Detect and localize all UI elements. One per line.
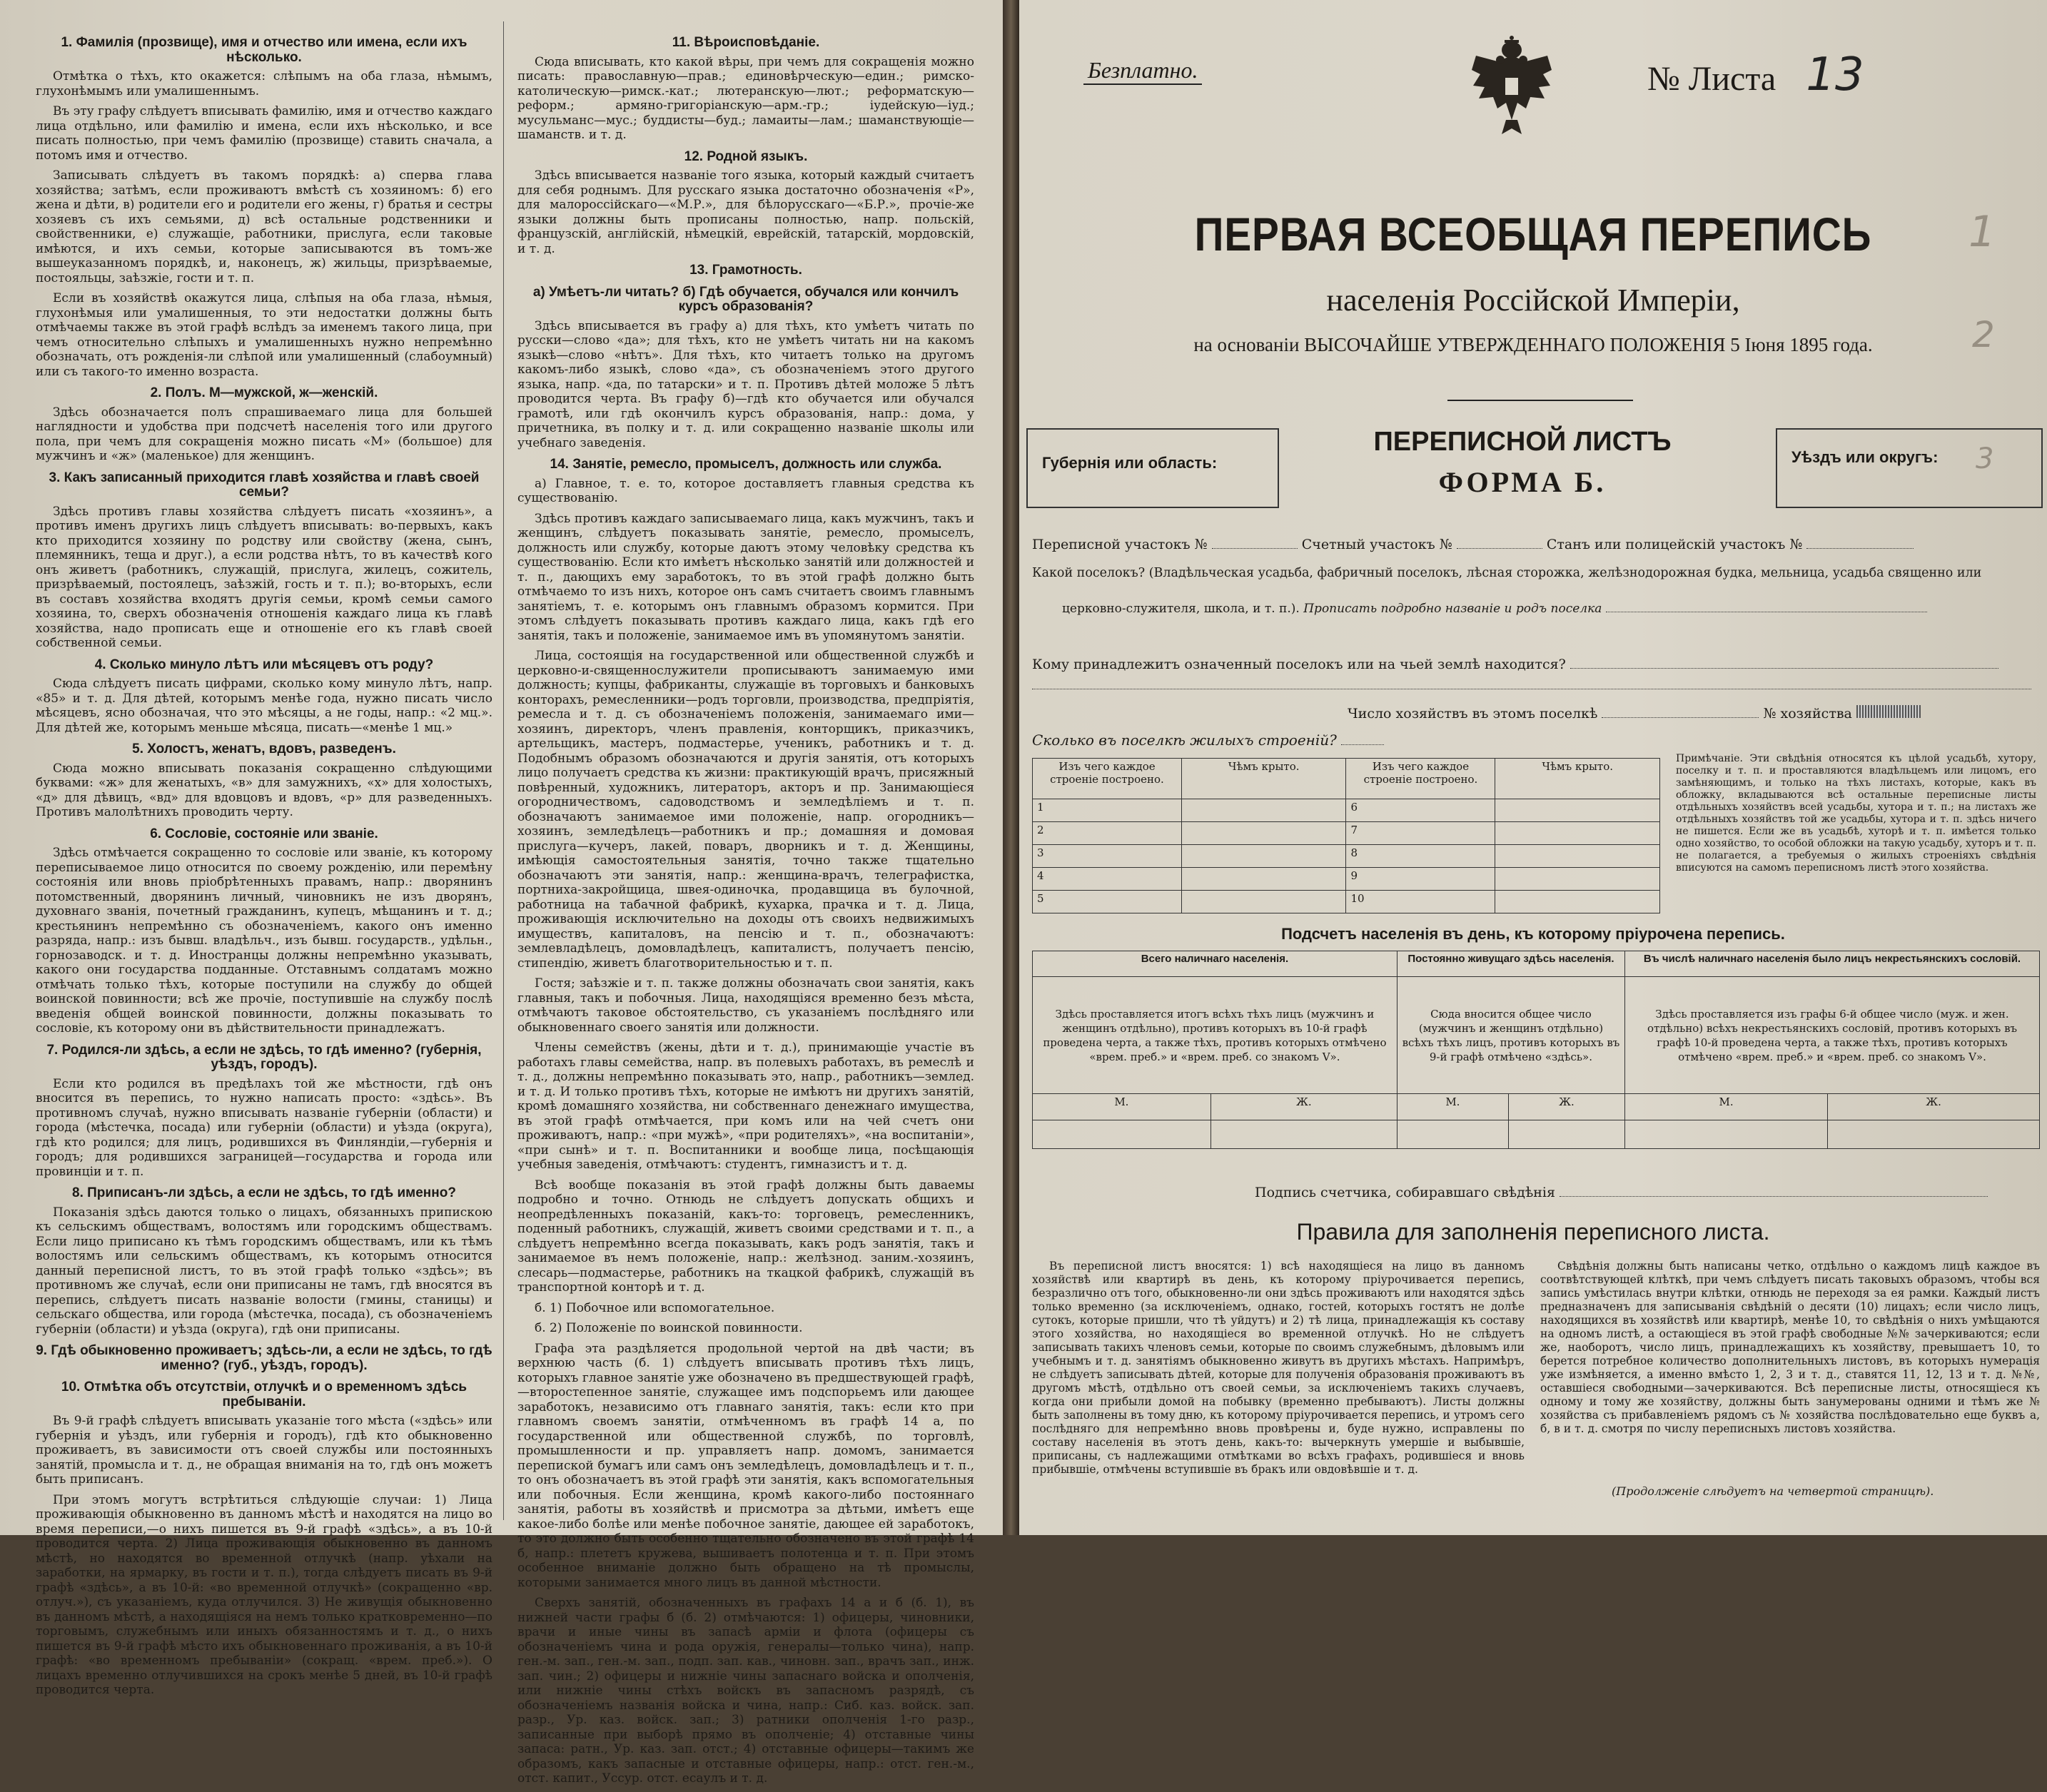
count-column-header: Всего наличнаго населенія. [1033,951,1397,977]
settlement-name-line [1062,602,2047,616]
district-label: Уѣздъ или округъ: [1791,448,1939,466]
households-count-label: Число хозяйствъ въ этомъ поселкѣ [1348,706,1598,722]
rules-title: Правила для заполненія переписного листа. [1296,1219,1770,1245]
count-entry-cell[interactable] [1033,1120,1211,1148]
count-entry-cell[interactable] [1397,1120,1508,1148]
section-heading: 9. Гдѣ обыкновенно проживаетъ; здѣсь-ли, а если не здѣсь, то гдѣ именно? (губ., уѣздъ, городъ). [36,1343,492,1373]
male-column-label: М. [1033,1094,1211,1120]
buildings-row [1033,845,1660,868]
count-title: Подсчетъ населенія въ день, къ которому пріурочена перепись. [1281,925,1785,943]
instructions-column-1 [36,29,492,1704]
section-paragraph: Отмѣтка о тѣхъ, кто окажется: слѣпымъ на оба глаза, нѣмымъ, глухонѣмымъ или умалишеннымъ. [36,69,492,98]
signature-label: Подпись счетчика, собиравшаго свѣдѣнія [1255,1185,1555,1200]
section-paragraph: Графа эта раздѣляется продольной чертой на двѣ части; въ верхнюю часть (б. 1) слѣдуетъ вписывать противъ тѣхъ лицъ, которыхъ главное занятіе уже обозначено въ предшествующей графѣ,—второстепенное занятіе, служащее имъ подспорьемъ или дающее заработокъ, независимо отъ главнаго занятія, такъ: если кто при главномъ своемъ занятіи, отмѣченномъ въ графѣ 14 а, по государственной или общественной службѣ, по торговлѣ, промышленности и пр. управляетъ напр. домомъ, занимается перепиской бумагъ или самъ онъ земледѣлецъ, домовладѣлецъ и т. п., то онъ обозначаетъ въ этой графѣ эти занятія, какъ вспомогательныя или побочныя. Если женщина, кромѣ какого-либо постояннаго занятія, работы въ хозяйствѣ и присмотра за дѣтьми, имѣетъ еще какое-либо болѣе или менѣе побочное занятіе, дающее ей заработокъ, то это должно быть особенно тщательно обозначено въ этой графѣ 14 б, напр.: плететъ кружева, вышиваетъ полотенца и т. п. При этомъ особенное вниманіе должно быть обращено на тѣ промыслы, которыми занимается много лицъ въ данной мѣстности. [517,1341,974,1590]
count-column-instructions: Сюда вносится общее число (мужчинъ и женщинъ отдѣльно) всѣхъ тѣхъ лицъ, противъ которыхъ въ 9-й графѣ отмѣчено «здѣсь». [1397,977,1624,1094]
count-entry-cell[interactable] [1508,1120,1624,1148]
sheet-number [1647,49,1864,101]
households-line [1348,705,2047,722]
section-heading: 6. Сословіе, состояніе или званіе. [150,826,378,841]
section-heading: 4. Сколько минуло лѣтъ или мѣсяцевъ отъ роду? [94,657,434,672]
section-heading: 5. Холостъ, женатъ, вдовъ, разведенъ. [132,741,396,756]
building-number: 2 [1033,822,1182,845]
section-heading: 3. Какъ записанный приходится главѣ хозяйства и главѣ своей семьи? [49,470,480,500]
section-heading: 12. Родной языкъ. [684,148,808,164]
buildings-count-field[interactable] [1341,734,1384,745]
section-heading: 2. Полъ. М—мужской, ж—женскій. [150,385,378,400]
continued-note: (Продолженіе слѣдуетъ на четвертой страницѣ). [1612,1484,1934,1498]
count-entry-cell[interactable] [1210,1120,1397,1148]
section-paragraph: Въ 9-й графѣ слѣдуетъ вписывать указаніе того мѣста («здѣсь» или губернія и уѣздъ, или губернія и городъ), гдѣ кто обыкновенно проживаетъ, въ зависимости отъ своей службы или постоянныхъ занятій, промысла и т. д., не обращая вниманія на то, гдѣ онъ можетъ быть приписанъ. [36,1414,492,1487]
female-column-label: Ж. [1210,1094,1397,1120]
signature-field[interactable] [1560,1186,1988,1197]
section-heading: 13. Грамотность. [689,263,802,278]
roof-cell[interactable] [1181,799,1346,822]
section-paragraph: Въ эту графу слѣдуетъ вписывать фамилію, имя и отчество каждаго лица отдѣльно, или фамилію и имена, если ихъ нѣсколько, и все писать полностью, при чемъ фамилію (прозвище) ставить сначала, а потомъ имя и отчество. [36,104,492,163]
pencil-mark: 2 [1972,314,1995,355]
roof-cell[interactable] [1495,890,1660,913]
roof-cell[interactable] [1495,822,1660,845]
rules-column-1: Въ переписной листъ вносятся: 1) всѣ находящіеся на лицо въ данномъ хозяйствѣ или квартирѣ въ день, къ которому пріурочивается перепись, безразлично отъ того, обыкновенно-ли они здѣсь проживаютъ или находятся здѣсь только временно (за исключеніемъ, однако, гостей, которыхъ гостятъ не долѣе сутокъ, которые пришли, что тѣ уйдутъ) и 2) тѣ лица, принадлежащія къ составу этого хозяйства, но находящіеся во временной отлучкѣ. Но не слѣдуетъ записывать такихъ членовъ семьи, которые по своимъ служебнымъ, дѣловымъ или учебнымъ и т. д. занятіямъ обыкновенно живутъ въ другихъ мѣстахъ. Напримѣръ, не слѣдуетъ записывать дѣтей, которые для полученія образованія проживаютъ въ другомъ мѣстѣ, отдѣльно отъ своей семьи, за исключеніемъ такихъ случаевъ, когда они прибыли домой на побывку (временно пребываютъ). Листы должны быть заполнены въ тому дню, къ которому пріурочивается перепись, и утромъ сего послѣдняго для непремѣнно вновь провѣрены и, буде нужно, исправлены по составу населенія въ этотъ день, какъ-то: вычеркнуть умершіе и выбывшіе, приписаны, съ надлежащими отмѣтками во всѣхъ графахъ, родившіеся и вновь прибывшіе, отмѣчены вступившіе въ бракъ или овдовѣвшіе и т. д. [1032,1260,1525,1476]
sheet-number-handwritten: 13 [1806,49,1864,101]
buildings-row [1033,867,1660,890]
bt-material-header: Изъ чего каждое строеніе построено. [1033,759,1182,799]
owner-field[interactable] [1570,658,1998,669]
section-paragraph: Сюда можно вписывать показанія сокращенно слѣдующими буквами: «ж» для женатыхъ, «в» для замужнихъ, «х» для холостыхъ, «д» для дѣвицъ, «вд» для вдовцовъ и вдовъ, «р» для разведенныхъ. Противъ малолѣтнихъ проводить черту. [36,761,492,819]
left-page [0,0,1003,1786]
buildings-table [1032,758,1660,913]
imperial-eagle-icon [1469,34,1555,141]
building-number: 7 [1346,822,1495,845]
settlement-name-hint: Прописать подробно названіе и родъ поселка [1303,602,1602,616]
province-box[interactable] [1026,428,1279,508]
census-precinct-label: Переписной участокъ № [1032,537,1208,552]
roof-cell[interactable] [1181,845,1346,868]
section-paragraph: Записывать слѣдуетъ въ такомъ порядкѣ: а) сперва глава хозяйства; затѣмъ, если проживаютъ вмѣстѣ съ хозяиномъ: б) его жена и дѣти, в) родители его и родители его жены, г) братья и сестры хозяевъ съ ихъ семьями, д) всѣ остальные родственники и свойственники, е) служащіе, работники, прислуга, если таковые имѣются, и ихъ семьи, которые записываются въ томъ-же вышеуказанномъ порядкѣ, и, наконецъ, ж) жильцы, призрѣваемые, постояльцы, заѣзжіе, гости и т. п. [36,168,492,285]
bt-roof-header-2: Чѣмъ крыто. [1495,759,1660,799]
building-number: 1 [1033,799,1182,822]
section-paragraph: Если кто родился въ предѣлахъ той же мѣстности, гдѣ онъ вносится въ перепись, то нужно написать просто: «здѣсь». Въ противномъ случаѣ, нужно вписывать названіе губерніи (области) и города (мѣстечка, посада) или губерніи (области) и уѣзда (округа), гдѣ кто родился; для лицъ, родившихся въ Финляндіи,—губернія и городъ; для родившихся заграницей—государства и города или провинціи и т. п. [36,1076,492,1179]
count-column-instructions: Здѣсь проставляется итогъ всѣхъ тѣхъ лицъ (мужчинъ и женщинъ отдѣльно), противъ которыхъ въ 10-й графѣ проведена черта, а также тѣхъ, противъ которыхъ отмѣчено «врем. преб.» и «врем. преб. со знакомъ V». [1033,977,1397,1094]
pencil-mark: 1 [1968,207,1996,257]
count-entry-cell[interactable] [1625,1120,1828,1148]
free-label: Безплатно. [1083,57,1202,85]
building-number: 4 [1033,867,1182,890]
section-paragraph: Сверхъ занятій, обозначенныхъ въ графахъ 14 а и б (б. 1), въ нижней части графы б (б. 2) отмѣчаются: 1) офицеры, чиновники, врачи и иные чины въ запасѣ арміи и флота (офицеры съ обозначеніемъ чина и рода оружія, генералы—только чина), напр. ген.-м. зап., ген.-м. зап., подп. зап. кав., чиновн. зап., врачъ зап., инж. зап. чин.; 2) офицеры и нижніе чины запаснаго войска и ополченія, или нижніе чины стѣхъ войскъ въ запасномъ разрядѣ, съ обозначеніемъ названія войска и чина, напр.: Сиб. каз. войск. зап. разр., Ур. каз. войск. зап.; 3) ратники ополченія 1-го разр., записанные при выборѣ прямо въ ополченіе; 4) отставные чины запаса: ратн., Ур. каз. зап. отст.; 4) отставные офицеры—такимъ же образомъ, какъ запасные и отставные офицеры, напр.: отст. ген.-м., отст. капит., Уссур. отст. есаулъ и т. д. [517,1596,974,1786]
household-number-field[interactable] [1856,705,1921,718]
building-number: 10 [1346,890,1495,913]
sheet-number-label: № Листа [1647,60,1776,98]
bt-material-header-2: Изъ чего каждое строеніе построено. [1346,759,1495,799]
divider [1447,400,1633,401]
building-number: 3 [1033,845,1182,868]
buildings-label: Сколько въ поселкѣ жилыхъ строеній? [1032,732,1384,749]
section-paragraph: При этомъ могутъ встрѣтиться слѣдующіе случаи: 1) Лица проживающія обыкновенно въ данномъ мѣстѣ и находятся на лицо во время переписи,—о нихъ пишется въ 9-й графѣ «здѣсь», а въ 10-й проводится черта. 2) Лица проживающія обыкновенно въ данномъ мѣстѣ, но находятся во временной отлучкѣ (напр. уѣхали на заработки, на ярмарку, въ гости и т. п.), тогда слѣдуетъ писать въ 9-й графѣ «здѣсь», а въ 10-й: «во временной отлучкѣ» (сокращенно «вр. отлуч.»), съ указаніемъ, куда отлучился. 3) Не живущія обыкновенно въ данномъ мѣстѣ, а находящіяся на немъ только кратковременно—по торговымъ, служебнымъ или иныхъ обязанностямъ и т. д., о нихъ пишется въ 9-й графѣ мѣсто ихъ обыкновеннаго проживанія, а въ 10-й графѣ: «во временномъ пребываніи» (сокращ. «врем. преб.»). О лицахъ временно отлучившихся на срокъ менѣе 5 дней, въ 10-й графѣ проводится черта. [36,1492,492,1697]
section-heading: 11. Вѣроисповѣданіе. [672,35,820,50]
count-column-instructions: Здѣсь проставляется изъ графы 6-й общее число (муж. и жен. отдѣльно) всѣхъ некрестьянскихъ сословій, противъ которыхъ въ графѣ 10-й проведена черта, а также тѣхъ, противъ которыхъ отмѣчено «врем. преб.» и «врем. преб. со знакомъ V». [1625,977,2040,1094]
roof-cell[interactable] [1181,890,1346,913]
household-number-label: № хозяйства [1763,706,1852,722]
police-precinct-field[interactable] [1806,538,1914,549]
section-paragraph: Сюда слѣдуетъ писать цифрами, сколько кому минуло лѣтъ, напр. «85» и т. д. Для дѣтей, которымъ менѣе года, нужно писать число мѣсяцевъ, ясно обозначая, что это мѣсяцы, а не годы, напр.: «2 мц.». Для дѣтей же, которымъ меньше мѣсяца, писать—«менѣе 1 мц.» [36,677,492,735]
section-paragraph: Здѣсь вписывается названіе того языка, который каждый считаетъ для себя роднымъ. Для русскаго языка достаточно обозначенія «Р», для малороссійскаго—«М.Р.», для бѣлорусскаго—«Б.Р.», прочіе-же языки должны быть прописаны полностью, напр. польскій, французскій, англійскій, нѣмецкій, еврейскій, татарскій, мордовскій, и т. д. [517,168,974,256]
district-box[interactable] [1776,428,2043,508]
census-precinct-field[interactable] [1212,538,1298,549]
building-number: 8 [1346,845,1495,868]
households-count-field[interactable] [1602,707,1759,718]
page-title: ПЕРВАЯ ВСЕОБЩАЯ ПЕРЕПИСЬ [1194,208,1872,260]
section-paragraph: Здѣсь обозначается полъ спрашиваемаго лица для большей наглядности и удобства при подсчетѣ населенія того или другого пола, при чемъ для сокращенія можно писать «М» (большое) для мужчинъ и «ж» (маленькое) для женщинъ. [36,405,492,463]
section-paragraph: Здѣсь противъ каждаго записываемаго лица, какъ мужчинъ, такъ и женщинъ, слѣдуетъ показывать занятіе, ремесло, промыселъ, должность или службу, которые даютъ этому человѣку средства къ существованію. Если кто имѣетъ нѣсколько занятій или должностей и т. п., дающихъ ему заработокъ, то въ этой графѣ должно быть отмѣчаемо то изъ нихъ, которое онъ самъ считаетъ своимъ главнымъ занятіемъ, т. е. которымъ онъ главнымъ образомъ кормится. При этомъ слѣдуетъ показывать противъ каждаго лица, какъ гдѣ его занятія, такъ и положеніе, занимаемое имъ въ упомянутомъ занятіи. [517,511,974,643]
buildings-row [1033,799,1660,822]
section-paragraph: Члены семействъ (жены, дѣти и т. д.), принимающіе участіе въ работахъ главы семейства, напр. въ полевыхъ работахъ, въ ремеслѣ и т. д., должны непремѣнно показывать это, напр., работникъ—землед. и т. д. И только противъ тѣхъ, которые не имѣютъ ни другихъ занятій, кромѣ домашняго хозяйства, ни собственнаго денежнаго имущества, въ этой графѣ отмѣчается, при комъ или на чей счетъ они проживаютъ, напр.: «при мужѣ», «при родителяхъ», «на воспитаніи», «при сынѣ» и т. п. Воспитанники и вообще лица, посѣщающія учебныя заведенія, отмѣчаютъ: студентъ, гимназистъ и т. д. [517,1041,974,1172]
roof-cell[interactable] [1495,867,1660,890]
settlement-name-field[interactable] [1606,602,1927,612]
precinct-line [1032,537,2038,552]
roof-cell[interactable] [1495,799,1660,822]
section-paragraph: Показанія здѣсь даются только о лицахъ, обязанныхъ припискою къ сельскимъ обществамъ, волостямъ или городскимъ обществамъ. Если лицо приписано къ тѣмъ городскимъ обществамъ, или къ тѣмъ волостямъ или сельскимъ обществамъ, къ которымъ относится данный переписной листъ, то въ этой графѣ только «здѣсь»; въ противномъ же случаѣ, если они приписаны не тамъ, гдѣ вносятся въ перепись, слѣдуетъ писать названіе волости (гмины, станицы) и сельскаго общества, или города (мѣстечка, посада), съ обозначеніемъ губерніи (области) и уѣзда (округа), гдѣ они приписаны. [36,1205,492,1337]
legal-basis: на основаніи ВЫСОЧАЙШЕ УТВЕРЖДЕННАГО ПОЛОЖЕНІЯ 5 Іюня 1895 года. [1193,334,1873,355]
section-heading: 8. Приписанъ-ли здѣсь, а если не здѣсь, то гдѣ именно? [72,1185,456,1200]
section-paragraph: Здѣсь вписывается въ графу а) для тѣхъ, кто умѣетъ читать по русски—слово «да»; для тѣхъ, кто не умѣетъ читать ни на какомъ языкѣ—слово «нѣтъ». Для тѣхъ, кто читаетъ только на другомъ какомъ-либо языкѣ, слово «да», съ обозначеніемъ этого другого языка, напр. «да, по татарски» и т. п. Противъ дѣтей моложе 5 лѣтъ проводится черта. Въ графу б)—гдѣ кто обучается или обучался грамотѣ, или гдѣ окончилъ курсъ образованія, напр.: дома, у причетника, въ полку и т. д. или сокращенно названіе школы или учебнаго заведенія. [517,318,974,450]
signature-line [1255,1185,2040,1200]
owner-line [1032,657,2046,672]
male-column-label: М. [1625,1094,1828,1120]
female-column-label: Ж. [1508,1094,1624,1120]
right-page-census-form [1019,0,2047,1535]
section-heading: 10. Отмѣтка объ отсутствіи, отлучкѣ и о временномъ здѣсь пребываніи. [61,1380,467,1409]
form-title: ПЕРЕПИСНОЙ ЛИСТЪ [1373,427,1672,457]
form-subtitle: ФОРМА Б. [1438,466,1607,498]
section-paragraph: Здѣсь отмѣчается сокращенно то сословіе или званіе, къ которому переписываемое лицо относится по своему рожденію, или перемѣну состоянія или вновь пріобрѣтенныхъ правамъ, напр.: дворянинъ потомственный, дворянинъ личный, чиновникъ не изъ дворянъ, духовнаго званія, почетный гражданинъ, купецъ, мѣщанинъ и т. д.; крестьянинъ непремѣнно съ обозначеніемъ, какого онъ именно разряда, напр.: изъ бывш. владѣльч., изъ бывш. государств., удѣльн., горнозаводск. и т. д. Иностранцы должны непремѣнно указывать, какого они государства подданные. Отставнымъ солдатамъ можно отмѣчать только тѣхъ, которые поступили на службу до общей воинской повинности; всѣ же прочіе, поступившіе на службу послѣ введенія общей воинской повинности, должны показывать то сословіе, къ которому они въ дѣйствительности принадлежатъ. [36,846,492,1036]
section-paragraph: Сюда вписывать, кто какой вѣры, при чемъ для сокращенія можно писать: православную—прав.; единовѣрческую—един.; римско-католическую—римск.-кат.; лютеранскую—лют.; реформатскую—реформ.; армяно-григоріанскую—арм.-гр.; іудейскую—іуд.; мусульманс—мус.; буддисты—буд.; ламаиты—лам.; шаманствующіе—шаманств. и т. д. [517,54,974,142]
section-heading: 1. Фамилія (прозвище), имя и отчество или имена, если ихъ нѣсколько. [61,35,467,65]
bt-roof-header: Чѣмъ крыто. [1181,759,1346,799]
police-precinct-label: Станъ или полицейскій участокъ № [1546,537,1803,552]
building-number: 9 [1346,867,1495,890]
count-entry-cell[interactable] [1828,1120,2040,1148]
section-paragraph: Всѣ вообще показанія въ этой графѣ должны быть даваемы подробно и точно. Отнюдь не слѣдуетъ допускать общихъ и неопредѣленныхъ показаній, какъ-то: торговецъ, ремесленникъ, поденный работникъ, служащій, живетъ своими средствами и т. п., а слѣдуетъ непремѣнно всегда показывать, какъ родъ занятія, такъ и занимаемое въ немъ положеніе, напр.: желѣзнод. заним.-хозяинъ, слесарь—подмастерье, работникъ на ткацкой фабрикѣ, служащій въ транспортной конторѣ и т. д. [517,1178,974,1295]
book-gutter [1003,0,1019,1535]
section-paragraph: Гостя; заѣзжіе и т. п. также должны обозначать свои занятія, какъ главныя, такъ и побочныя. Лица, находящіяся временно безъ мѣста, отмѣчаютъ таковое обстоятельство, съ указаніемъ послѣдняго или обыкновеннаго своего занятія или должности. [517,976,974,1035]
count-column-header: Въ числѣ наличнаго населенія было лицъ некрестьянскихъ сословій. [1625,951,2040,977]
population-count-table [1032,951,2040,1149]
building-number: 5 [1033,890,1182,913]
pencil-mark: 3 [1976,442,1994,475]
buildings-note: Примѣчаніе. Эти свѣдѣнія относятся къ цѣлой усадьбѣ, хутору, поселку и т. п. и проставляются владѣльцемъ или лицомъ, его замѣняющимъ, и только на тѣхъ листахъ, которые, какъ въ обложку, вкладываются всѣ остальные переписные листы отдѣльныхъ хозяйствъ всей усадьбы, хутора и т. п.; на листахъ же отдѣльныхъ хозяйствъ той же усадьбы, хутора и т. п. здѣсь ничего не пишется. Если же въ усадьбѣ, хуторѣ и т. п. имѣется только одно хозяйство, то особой обложки на такую усадьбу, хуторъ и т. п. не полагается, а требуемыя о жилыхъ строеніяхъ свѣдѣнія вписуются на самомъ переписномъ листѣ этого хозяйства. [1676,753,2036,874]
column-divider [503,21,504,1520]
section-paragraph: б. 2) Положеніе по воинской повинности. [535,1321,803,1335]
page-subtitle: населенія Россійской Имперіи, [1326,283,1740,318]
section-heading: а) Умѣетъ-ли читать? б) Гдѣ обучается, обучался или кончилъ курсъ образованія? [532,284,959,314]
section-heading: 7. Родился-ли здѣсь, а если не здѣсь, то гдѣ именно? (губернія, уѣздъ, городъ). [46,1042,482,1072]
settlement-type-examples: церковно-служителя, школа, и т. п.). [1062,602,1300,616]
settlement-type-label: Какой поселокъ? (Владѣльческая усадьба, фабричный поселокъ, лѣсная сторожка, желѣзнодорожная будка, мельница, усадьба священно или [1032,566,1982,580]
section-paragraph: Если въ хозяйствѣ окажутся лица, слѣпыя на оба глаза, нѣмыя, глухонѣмыя или умалишенныя, то эти недостатки должны быть отмѣчаемы также въ этой графѣ вслѣдъ за именемъ такого лица, при чемъ относительно слѣпыхъ и умалишенныхъ нужно непремѣнно обозначать, отъ рожденія-ли слѣпой или умалишенный (слабоумный) или съ такого-то именно возраста. [36,291,492,379]
roof-cell[interactable] [1181,867,1346,890]
female-column-label: Ж. [1828,1094,2040,1120]
rules-column-2: Свѣдѣнія должны быть написаны четко, отдѣльно о каждомъ лицѣ каждое въ соотвѣтствующей клѣткѣ, при чемъ слѣдуетъ писать таковыхъ образомъ, чтобы вся запись умѣстилась внутри клѣтки, отнюдь не переходя за ея рамки. Каждый листъ предназначенъ для записыванія свѣдѣній о десяти (10) лицахъ; если число лицъ, находящихся въ хозяйствѣ или квартирѣ, менѣе 10, то свѣдѣнія о нихъ умѣщаются на одномъ листѣ, а остающіеся въ этой графѣ свободные №№ зачеркиваются; если же, наоборотъ, число лицъ, принадлежащихъ къ хозяйству, превышаетъ 10, то берется потребное количество дополнительныхъ листовъ, въ которыхъ нумерація уже измѣняется, а именно вмѣсто 1, 2, 3 и т. д., ставятся 11, 12, 13 и т. д. №№, оставшіеся свободными—зачеркиваются. Всѣ переписные листы, относящіеся къ одному и тому же хозяйству, должны быть занумерованы одними и тѣмъ же № хозяйства съ прибавленіемъ рядомъ съ № хозяйства послѣдовательно еще буквъ а, б, в и т. д. смотря по числу переписныхъ листовъ хозяйства. [1540,1260,2040,1435]
roof-cell[interactable] [1181,822,1346,845]
buildings-row [1033,822,1660,845]
section-paragraph: б. 1) Побочное или вспомогательное. [535,1300,775,1315]
count-precinct-label: Счетный участокъ № [1301,537,1452,552]
section-heading: 14. Занятіе, ремесло, промыселъ, должность или служба. [550,457,942,472]
section-paragraph: Здѣсь противъ главы хозяйства слѣдуетъ писать «хозяинъ», а противъ именъ другихъ лицъ слѣдуетъ вписывать: во-первыхъ, какъ кто приходится хозяину по родству или свойству (жена, сынъ, племянникъ, теща и друг.), а если родства нѣтъ, то въ качествѣ кого онъ живетъ (работникъ, служащій, прислуга, жилецъ, сожитель, призрѣваемый, постоялецъ, заѣзжій, гость и т. п.); во-вторыхъ, если въ составъ хозяйства входятъ другія семьи, кромѣ семьи самого хозяина, то, сверхъ обозначенія отношенія каждаго лица къ главѣ хозяйства, надо прописать еще и отношеніе его къ главѣ своей собственной семьи. [36,504,492,650]
male-column-label: М. [1397,1094,1508,1120]
building-number: 6 [1346,799,1495,822]
buildings-row [1033,890,1660,913]
count-precinct-field[interactable] [1457,538,1542,549]
section-paragraph: Лица, состоящія на государственной или общественной службѣ и церковно-и-священнослужители прописываютъ занимаемую ими должность; купцы, фабриканты, служащіе въ торговыхъ и банковыхъ конторахъ, ремесленники—родъ торговли, производства, предпріятія, ремесла и т. д. съ обозначеніемъ положенія, занимаемаго ими—хозяинъ, директоръ, членъ правленія, конторщикъ, приказчикъ, артельщикъ, мастеръ, подмастерье, ученикъ, работникъ и т. д. Подобнымъ образомъ обозначаются и другія занятія, отъ которыхъ лицо получаетъ средства къ жизни: практикующій врачъ, присяжный повѣренный, художникъ, литераторъ, акторъ и пр. Занимающіеся огородничествомъ, садоводствомъ и земледѣліемъ и т. п. обозначаютъ занимаемое ими положеніе, напр. огородникъ—хозяинъ, земледѣлецъ—работникъ и пр.; домашняя и домовая прислуга—кучеръ, лакей, поваръ, дворникъ и т. д. Женщины, имѣющія самостоятельныя занятія, точно также тщательно обозначаютъ эти занятія, напр.: женщина-врачъ, телеграфистка, портниха-закройщица, швея-одиночка, продавщица въ булочной, работница на табачной фабрикѣ, кухарка, прачка и т. д. Лица, проживающія исключительно на доходы отъ своихъ недвижимыхъ имуществъ, капиталовъ, на пенсію и т. п., обозначаютъ: землевладѣлецъ, домовладѣлецъ, капиталистъ, получаетъ пенсію, стипендію, живетъ благотворительностью и т. п. [517,649,974,971]
owner-label: Кому принадлежитъ означенный поселокъ или на чьей землѣ находится? [1032,657,1566,672]
section-paragraph: а) Главное, т. е. то, которое доставляетъ главныя средства къ существованію. [517,476,974,505]
count-column-header: Постоянно живущаго здѣсь населенія. [1397,951,1624,977]
instructions-column-2 [517,29,974,1792]
roof-cell[interactable] [1495,845,1660,868]
province-label: Губернія или область: [1042,454,1218,472]
